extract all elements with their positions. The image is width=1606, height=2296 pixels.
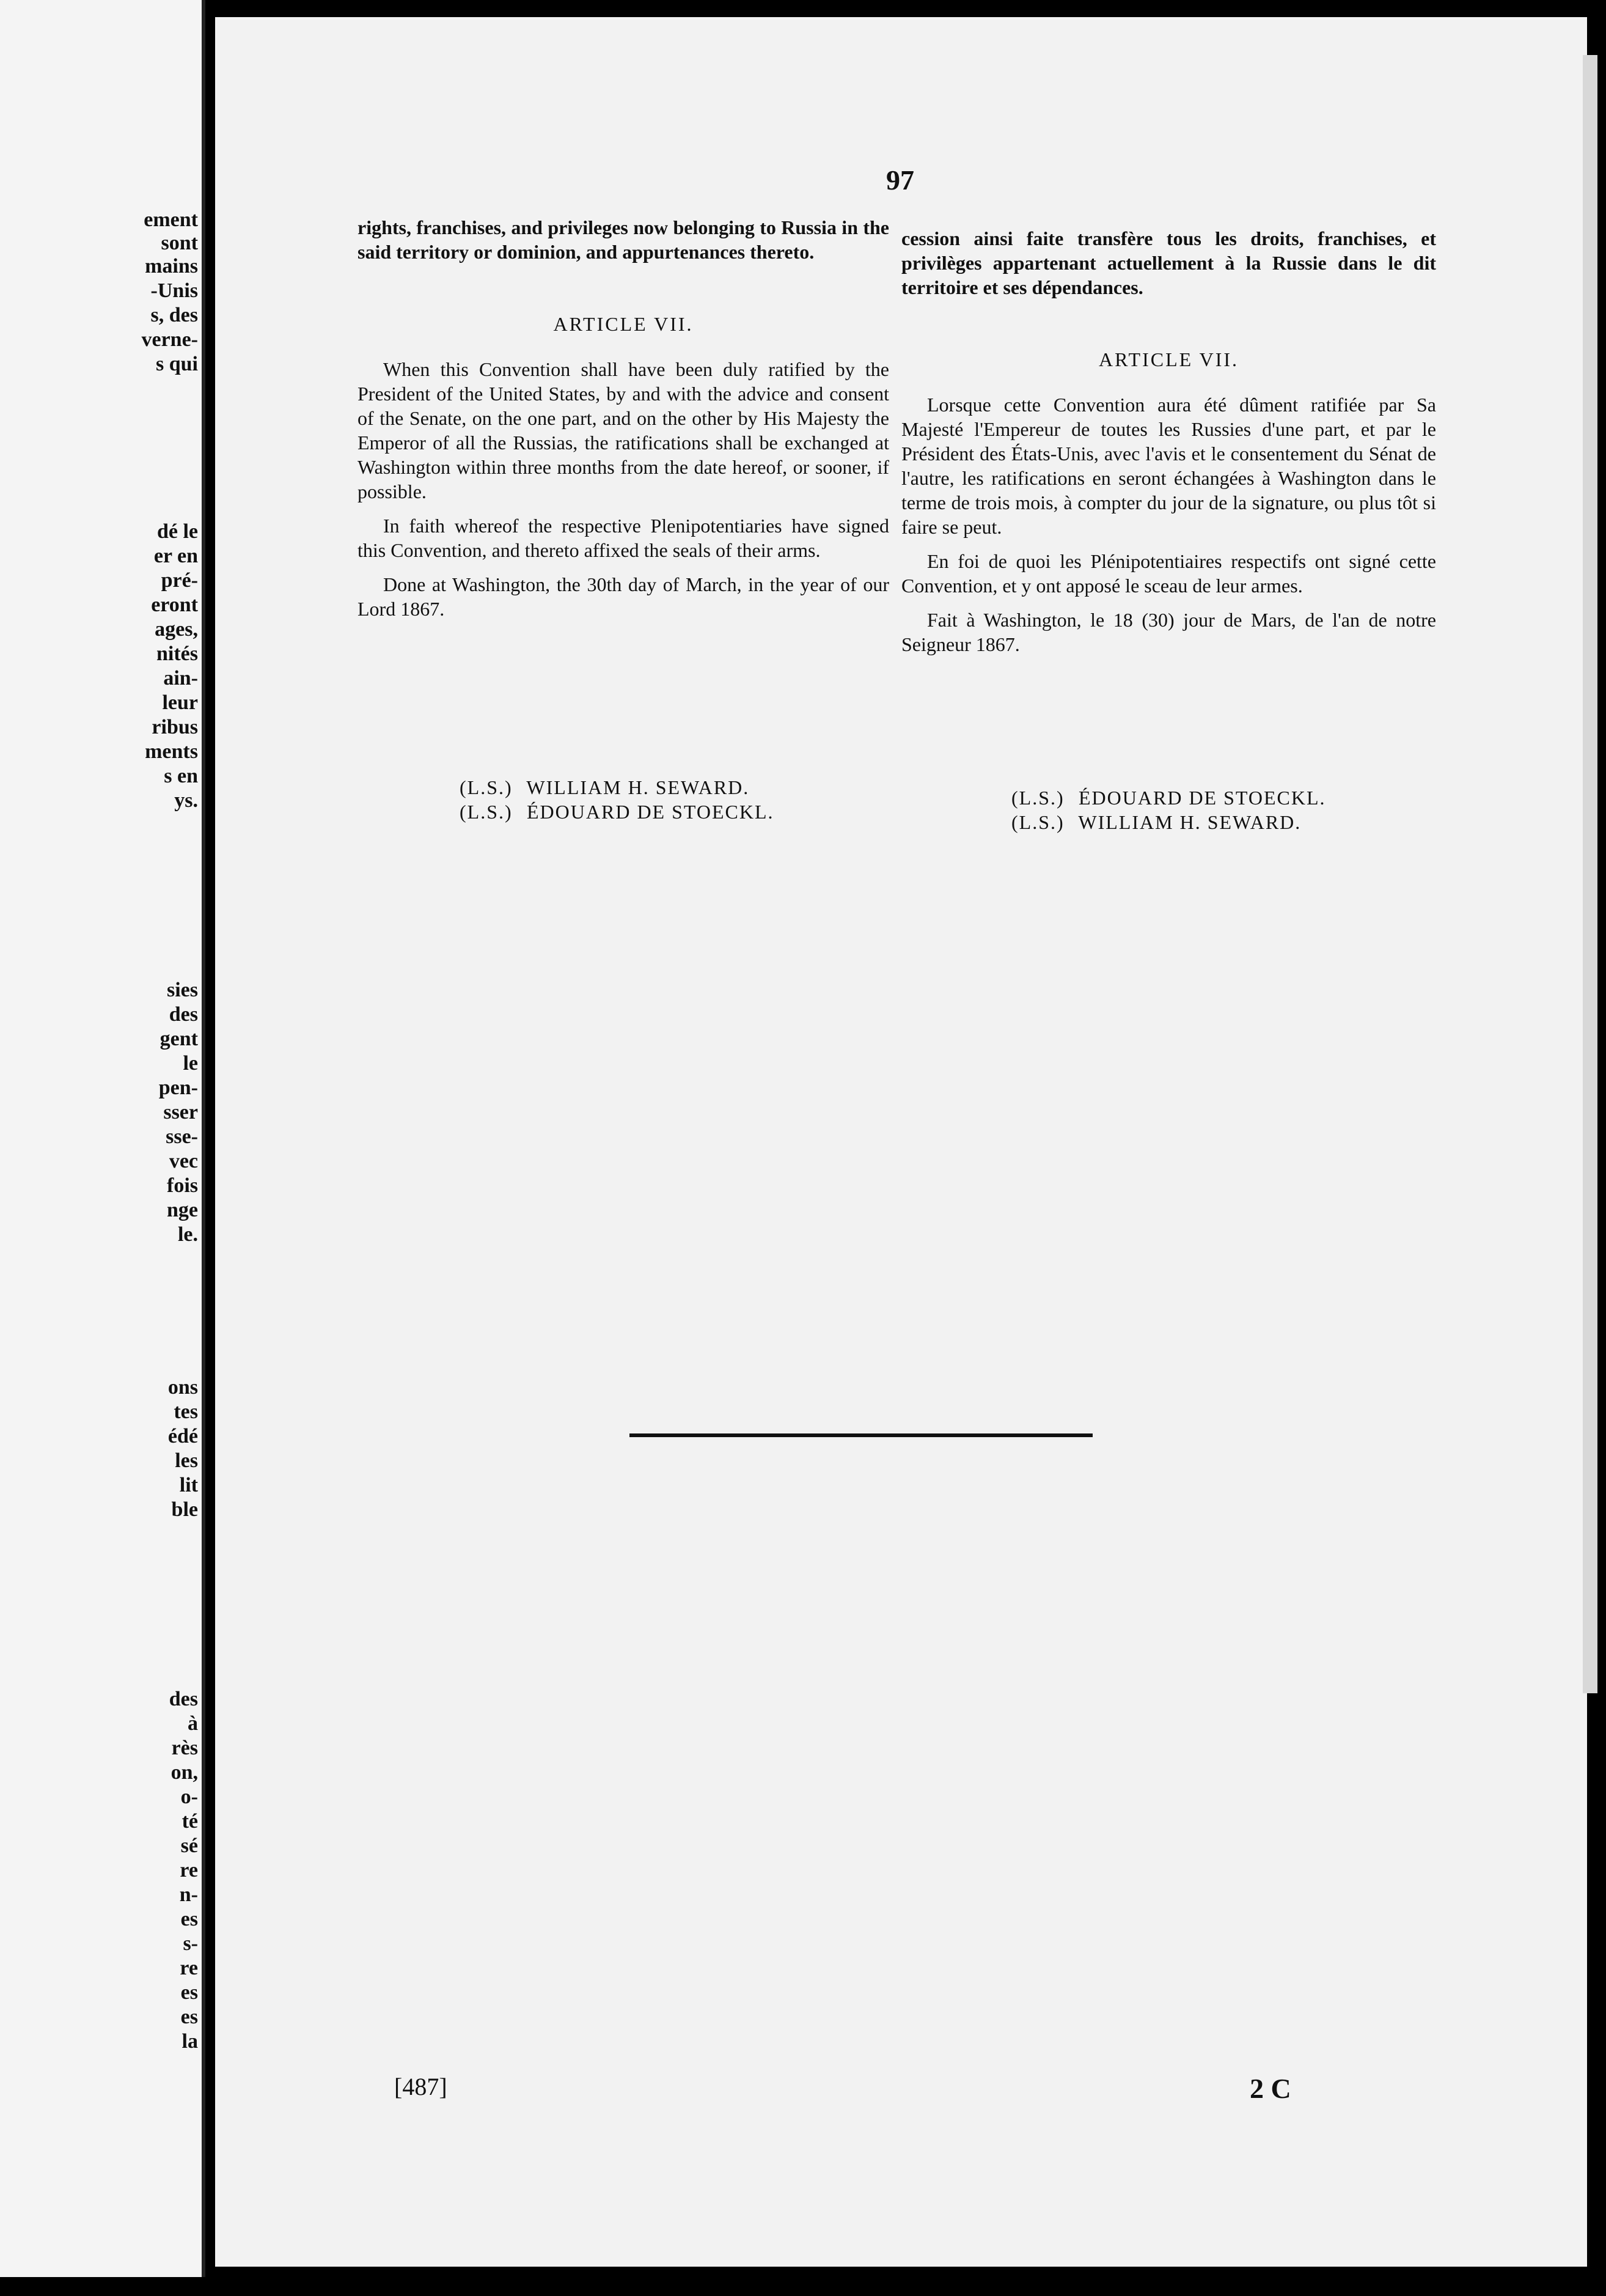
facing-page-text-fragment: s, des [150,304,198,326]
facing-page-text-fragment: pen- [158,1076,198,1099]
facing-page-text-fragment: es [180,1908,198,1930]
facing-page-text-fragment: re [180,1859,198,1882]
footer-gathering-mark: 2 C [1250,2073,1291,2104]
facing-page-text-fragment: n- [179,1883,198,1906]
signatory-name: ÉDOUARD DE STOECKL. [1079,787,1326,809]
facing-page-text-fragment: ons [167,1376,198,1399]
facing-page-text-fragment: nités [156,642,198,665]
french-column [901,226,1436,657]
facing-page-text-fragment: ement [144,208,198,231]
facing-page-text-fragment: sse- [166,1125,198,1148]
english-signature-2 [460,800,774,824]
facing-page-text-fragment: s en [164,765,198,787]
seal-label: (L.S.) [1011,787,1065,809]
facing-page-text-fragment: s- [183,1932,198,1955]
french-paragraph-3: Fait à Washington, le 18 (30) jour de Mars, de l'an de notre Seigneur 1867. [901,609,1436,655]
french-paragraph-1: Lorsque cette Convention aura été dûment ratifiée par Sa Majesté l'Empereur de toutes les Russies d'une part, et par le Président des États-Unis, avec l'avis et le consentement du Sénat de l'autre, les ratifications en seront échangées à Washington dans le terme de trois mois, à compter du jour de la signature, ou plus tôt si faire se peut. [901,394,1436,538]
facing-page-text-fragment: gent [160,1028,198,1050]
facing-page-text-fragment: dé le [156,520,198,543]
english-continuation: rights, franchises, and privileges now belonging to Russia in the said territory or dominion, and appurtenances thereto. [358,216,889,263]
facing-page-text-fragment: on, [170,1761,198,1784]
facing-page-text-fragment: des [169,1003,198,1026]
english-article-heading: ARTICLE VII. [553,313,694,335]
facing-page-text-fragment: o- [180,1786,198,1808]
page-number: 97 [886,164,914,196]
facing-page-text-fragment: ribus [152,716,198,738]
facing-page-text-fragment: -Unis [150,279,198,302]
facing-page-text-fragment: pré- [161,569,198,592]
french-continuation: cession ainsi faite transfère tous les droits, franchises, et privilèges appartenant actuellement à la Russie dans le dit territoire et ses dépendances. [901,227,1436,298]
english-paragraph-2: In faith whereof the respective Plenipotentiaries have signed this Convention, and thereto affixed the seals of their arms. [358,515,889,561]
french-signature-1 [1011,786,1326,810]
seal-label: (L.S.) [460,776,513,798]
facing-page-text-fragment: ments [145,740,198,763]
facing-page-text-fragment: lit [179,1474,198,1496]
facing-page-text-fragment: tes [174,1400,198,1423]
french-signatures [1011,786,1326,834]
facing-page-text-fragment: verne- [141,328,198,351]
facing-page-text-fragment: le. [177,1223,198,1246]
facing-page-text-fragment: leur [162,691,198,714]
english-signature-1 [460,775,774,800]
signatory-name: WILLIAM H. SEWARD. [1078,811,1302,833]
facing-page-text-fragment: édé [167,1425,198,1448]
french-paragraph-2: En foi de quoi les Plénipotentiaires respectifs ont signé cette Convention, et y ont apposé le sceau de leur armes. [901,550,1436,597]
facing-page-text-fragment: es [180,1981,198,2004]
french-signature-2 [1011,810,1326,834]
english-signatures [460,775,774,824]
facing-page-edge [0,0,202,2277]
page-gutter [202,0,205,2277]
facing-page-text-fragment: des [169,1688,198,1710]
page-edge-strip [1583,55,1597,1693]
facing-page-text-fragment: ain- [163,667,198,690]
signatory-name: WILLIAM H. SEWARD. [526,776,750,798]
facing-page-text-fragment: ble [171,1498,198,1521]
english-paragraph-1: When this Convention shall have been duly ratified by the President of the United States, by and with the advice and consent of the Senate, on the one part, and on the other by His Majesty the Emperor of all the Russias, the ratifications shall be exchanged at Washington within three months from the date hereof, or sooner, if possible. [358,358,889,502]
signatory-name: ÉDOUARD DE STOECKL. [527,801,774,823]
french-article-heading: ARTICLE VII. [1098,348,1239,370]
facing-page-text-fragment: à [188,1712,198,1735]
facing-page-text-fragment: es [180,2006,198,2028]
facing-page-text-fragment: sies [167,979,198,1001]
facing-page-text-fragment: mains [145,255,198,278]
facing-page-text-fragment: ys. [174,789,198,812]
facing-page-text-fragment: s qui [156,353,198,375]
english-paragraph-3: Done at Washington, the 30th day of March, in the year of our Lord 1867. [358,573,889,620]
facing-page-text-fragment: nge [167,1199,198,1221]
seal-label: (L.S.) [460,801,513,823]
facing-page-text-fragment: vec [169,1150,198,1172]
end-rule [629,1433,1093,1437]
facing-page-text-fragment: er en [153,545,198,567]
facing-page-text-fragment: té [182,1810,198,1833]
facing-page-text-fragment: re [180,1957,198,1979]
facing-page-text-fragment: eront [151,594,198,616]
english-column [358,215,889,621]
footer-signature-mark: [487] [394,2073,447,2100]
facing-page-text-fragment: fois [167,1174,198,1197]
seal-label: (L.S.) [1011,811,1065,833]
facing-page-text-fragment: les [175,1449,198,1472]
facing-page-text-fragment: sont [161,232,198,254]
facing-page-text-fragment: sé [180,1834,198,1857]
facing-page-text-fragment: la [182,2030,198,2053]
facing-page-text-fragment: rès [171,1737,198,1759]
facing-page-text-fragment: le [183,1052,198,1075]
facing-page-text-fragment: sser [163,1101,198,1124]
facing-page-text-fragment: ages, [155,618,198,641]
